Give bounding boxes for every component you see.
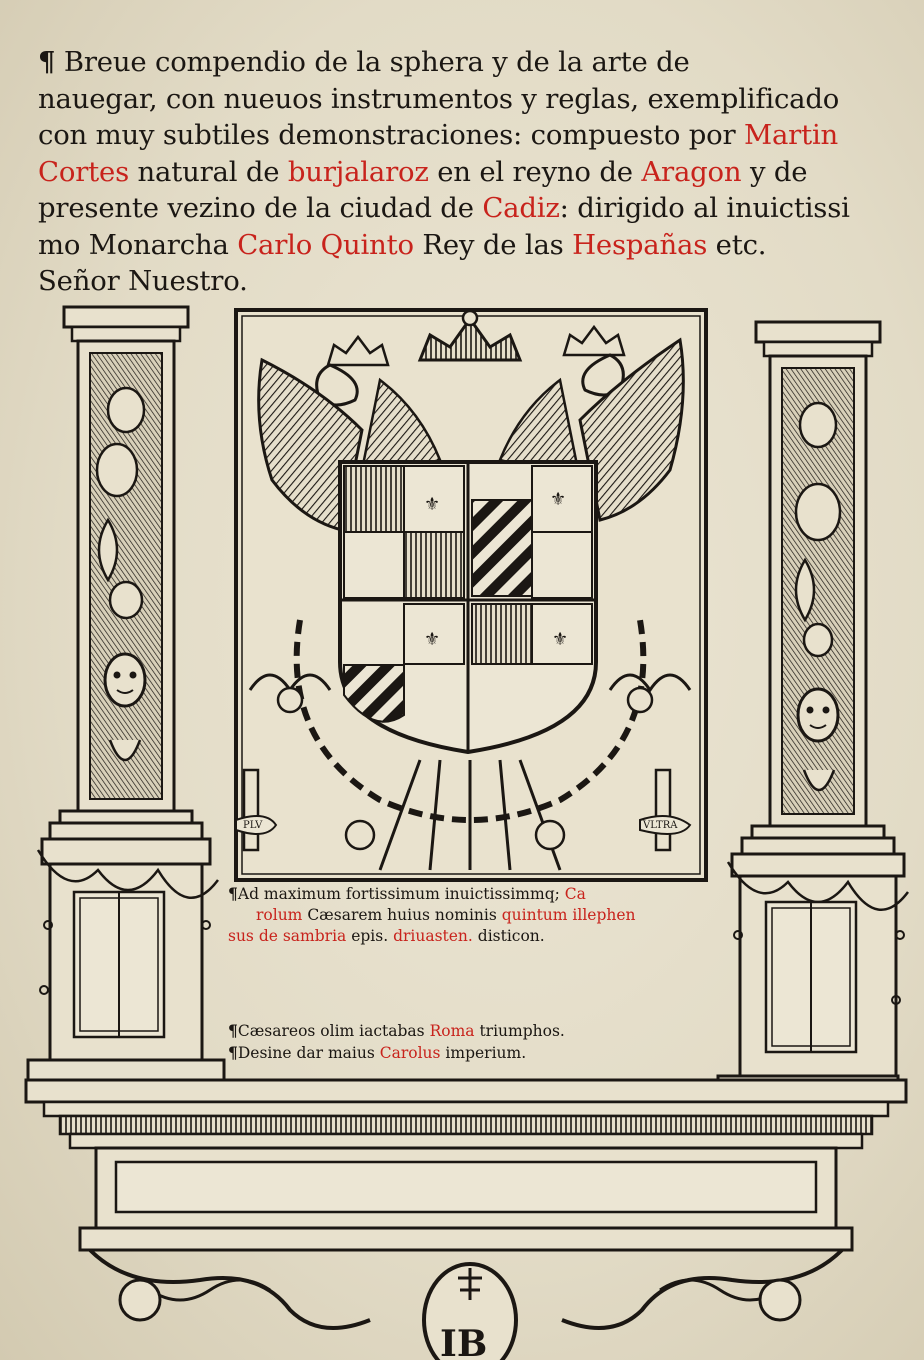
kingdom-name: Aragon: [641, 155, 742, 188]
author-surname: Cortes: [38, 155, 129, 188]
architectural-base: [26, 1080, 906, 1360]
dedication-text: [228, 883, 708, 947]
birthplace: burjalaroz: [287, 155, 429, 188]
realm-name: Hespañas: [572, 228, 708, 261]
right-column: [718, 322, 908, 1096]
distich-line-2: ¶Desine dar maius Carolus imperium.: [228, 1043, 527, 1062]
svg-text:⚜: ⚜: [424, 629, 441, 650]
svg-text:⚜: ⚜: [424, 494, 441, 515]
title-line-6: mo Monarcha Carlo Quinto Rey de las Hespañas etc.: [38, 228, 767, 261]
title-line-5: presente vezino de la ciudad de Cadiz: dirigido al inuictissi: [38, 192, 850, 224]
distich-text: [228, 1020, 708, 1064]
title-line-1: ¶ Breue compendio de la sphera y de la arte de: [38, 46, 690, 78]
author-first-name: Martin: [744, 119, 839, 151]
ultra-banner-text: VLTRA: [643, 820, 678, 831]
printers-mark-letters: IB: [440, 1323, 488, 1360]
svg-text:⚜: ⚜: [552, 629, 569, 650]
title-line-4: Cortes natural de burjalaroz en el reyno de Aragon y de: [38, 155, 808, 188]
coat-of-arms: [236, 310, 706, 880]
dedication-line-1: ¶Ad maximum fortissimum inuictissimmq; Ca: [228, 884, 586, 903]
title-line-7: Señor Nuestro.: [38, 265, 248, 297]
svg-text:⚜: ⚜: [550, 489, 567, 510]
title-line-3: con muy subtiles demonstraciones: compuesto por Martin: [38, 119, 839, 151]
pilcrow-mark: ¶: [38, 46, 56, 78]
monarch-name: Carlo Quinto: [237, 228, 414, 261]
title-line-2: nauegar, con nueuos instrumentos y reglas, exemplificado: [38, 82, 840, 115]
distich-line-1: ¶Cæsareos olim iactabas Roma triumphos.: [228, 1021, 565, 1040]
city-name: Cadiz: [482, 192, 560, 224]
left-column: [28, 307, 224, 1080]
plus-banner-text: PLV: [243, 820, 263, 831]
dedication-line-3: sus de sambria epis. driuasten. disticon.: [228, 927, 545, 945]
dedication-line-2: rolum Cæsarem huius nominis quintum illephen: [256, 906, 636, 924]
